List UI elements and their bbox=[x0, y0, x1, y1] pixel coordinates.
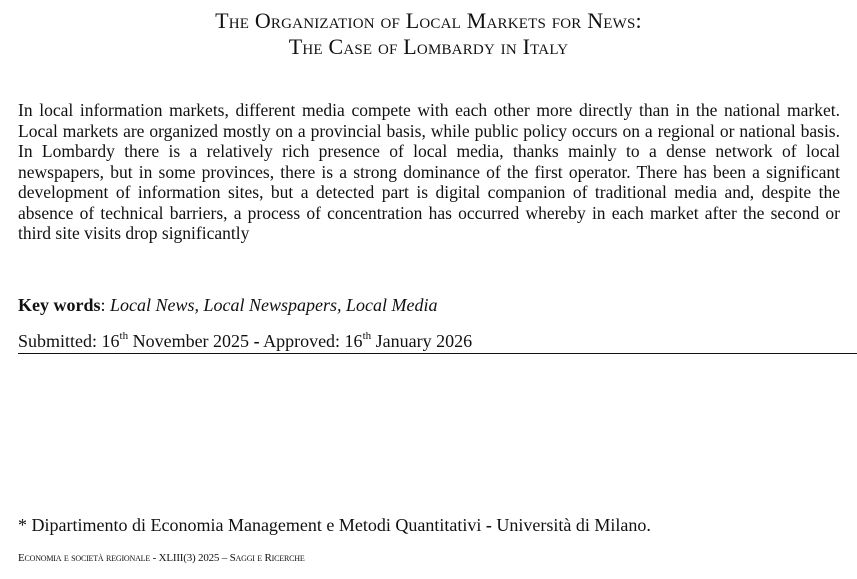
submitted-label: Submitted: 16 bbox=[18, 331, 120, 351]
dates-dash: - bbox=[253, 331, 260, 351]
paper-title bbox=[0, 8, 857, 60]
journal-footer bbox=[18, 551, 840, 565]
section-divider bbox=[18, 353, 857, 354]
submitted-ordinal: th bbox=[119, 330, 129, 342]
affiliation-suffix: Università di Milano. bbox=[491, 515, 651, 535]
approved-date: January 2026 bbox=[371, 331, 473, 351]
approved-ordinal: th bbox=[362, 330, 372, 342]
submitted-date: November 2025 bbox=[128, 331, 254, 351]
approved-label: Approved: 16 bbox=[259, 331, 363, 351]
footer-issue: - XLIII(3) 2025 bbox=[150, 552, 222, 564]
title-line-2: The Case of Lombardy in Italy bbox=[288, 34, 569, 59]
submission-dates bbox=[18, 330, 840, 352]
title-line-1: The Organization of Local Markets for News: bbox=[215, 8, 642, 33]
affiliation-dash: - bbox=[485, 515, 492, 535]
author-affiliation bbox=[18, 514, 840, 536]
keywords-separator: : bbox=[100, 295, 111, 315]
footer-section: Saggi e Ricerche bbox=[227, 552, 305, 564]
affiliation-prefix: * Dipartimento di Economia Management e Metodi Quantitativi bbox=[18, 515, 486, 535]
keywords-label: Key words bbox=[18, 295, 101, 315]
footer-dash: – bbox=[221, 552, 228, 564]
keywords-values: Local News, Local Newspapers, Local Media bbox=[110, 295, 438, 315]
footer-journal: Economia e società regionale bbox=[18, 552, 151, 564]
keywords-line bbox=[18, 294, 840, 316]
abstract-text: In local information markets, different media compete with each other more directly than in the national market. Local markets are organized mostly on a provincial basis, while public policy occurs on a regional or national basis. In Lombardy there is a relatively rich presence of local media, thanks mainly to a dense network of local newspapers, but in some provinces, there is a strong dominance of the first operator. There has been a significant development of information sites, but a detected part is digital companion of traditional media and, despite the absence of technical barriers, a process of concentration has occurred whereby in each market after the second or third site visits drop significantly bbox=[18, 100, 840, 243]
